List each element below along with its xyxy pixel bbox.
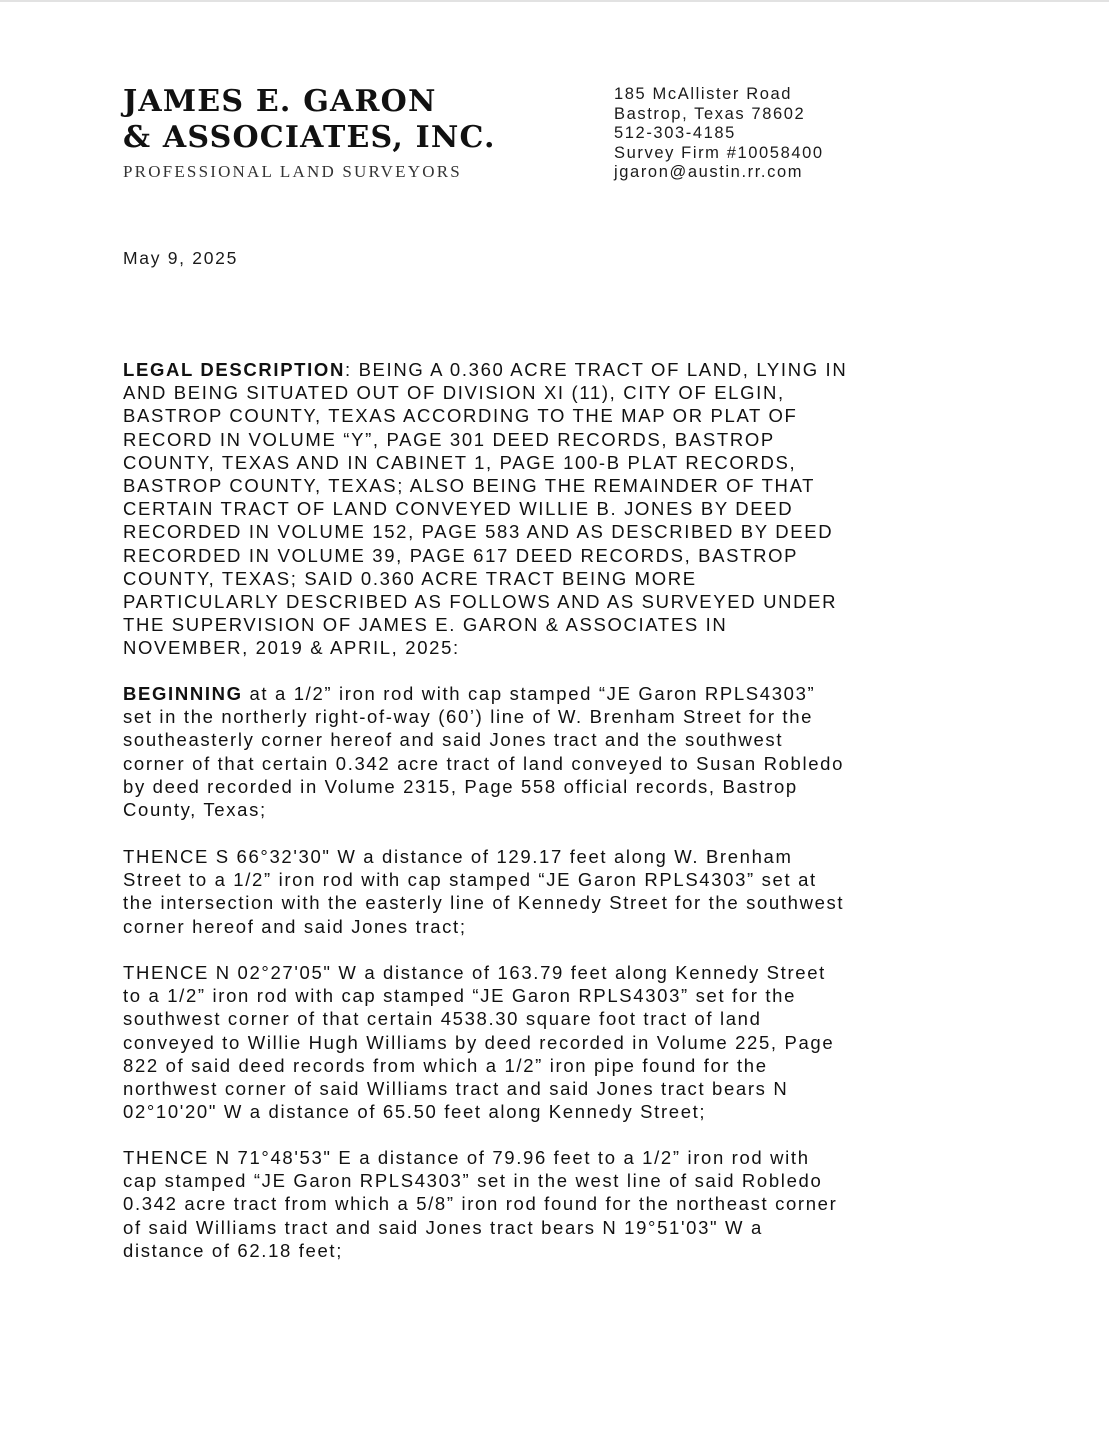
thence-call-2 [123, 961, 993, 1123]
paragraph-line: County, Texas; [123, 799, 267, 821]
paragraph-line: conveyed to Willie Hugh Williams by deed recorded in Volume 225, Page [123, 1031, 835, 1053]
paragraph-line: corner hereof and said Jones tract; [123, 915, 467, 937]
letterhead-logo [123, 84, 496, 182]
paragraph-line: THE SUPERVISION OF JAMES E. GARON & ASSOCIATES IN [123, 614, 728, 636]
paragraph-line: corner of that certain 0.342 acre tract of land conveyed to Susan Robledo [123, 752, 845, 774]
paragraph-line: COUNTY, TEXAS AND IN CABINET 1, PAGE 100-B PLAT RECORDS, [123, 451, 797, 473]
paragraph-line: the intersection with the easterly line of Kennedy Street for the southwest [123, 892, 845, 914]
paragraph-line: NOVEMBER, 2019 & APRIL, 2025: [123, 637, 460, 659]
legal-description-heading: LEGAL DESCRIPTION [123, 359, 345, 380]
beginning-heading: BEGINNING [123, 683, 243, 704]
street-address: 185 McAllister Road [614, 85, 793, 103]
thence-call-3 [123, 1146, 993, 1262]
paragraph-line: THENCE N 02°27'05" W a distance of 163.79 feet along Kennedy Street [123, 962, 826, 983]
paragraph-line [123, 358, 993, 381]
document-date: May 9, 2025 [123, 248, 239, 268]
paragraph-line: southeasterly corner hereof and said Jones tract and the southwest [123, 729, 784, 751]
paragraph-line: to a 1/2” iron rod with cap stamped “JE Garon RPLS4303” set for the [123, 985, 797, 1007]
paragraph-line [123, 682, 993, 705]
paragraph-line: RECORDED IN VOLUME 152, PAGE 583 AND AS DESCRIBED BY DEED [123, 521, 834, 543]
paragraph-line: 0.342 acre tract from which a 5/8” iron rod found for the northeast corner [123, 1193, 838, 1215]
paragraph-line: Street to a 1/2” iron rod with cap stamped “JE Garon RPLS4303” set at [123, 869, 817, 891]
paragraph-line: 02°10'20" W a distance of 65.50 feet along Kennedy Street; [123, 1101, 707, 1123]
paragraph-line: RECORD IN VOLUME “Y”, PAGE 301 DEED RECORDS, BASTROP [123, 428, 775, 450]
paragraph-line: set in the northerly right-of-way (60’) line of W. Brenham Street for the [123, 706, 814, 728]
paragraph-line: RECORDED IN VOLUME 39, PAGE 617 DEED RECORDS, BASTROP [123, 544, 799, 566]
paragraph-line: COUNTY, TEXAS; SAID 0.360 ACRE TRACT BEING MORE [123, 567, 697, 589]
city-state-zip: Bastrop, Texas 78602 [614, 104, 806, 123]
paragraph-line: of said Williams tract and said Jones tract bears N 19°51'03" W a [123, 1216, 763, 1238]
paragraph-line: northwest corner of said Williams tract and said Jones tract bears N [123, 1078, 789, 1100]
line-text: : BEING A 0.360 ACRE TRACT OF LAND, LYING IN [344, 359, 848, 380]
company-name-line-2: & ASSOCIATES, INC. [123, 120, 496, 155]
beginning-paragraph [123, 682, 993, 821]
paragraph-line: THENCE S 66°32'30" W a distance of 129.17 feet along W. Brenham [123, 846, 793, 867]
paragraph-line: 822 of said deed records from which a 1/2” iron pipe found for the [123, 1054, 768, 1076]
paragraph-line: AND BEING SITUATED OUT OF DIVISION XI (11), CITY OF ELGIN, [123, 382, 785, 404]
paragraph-line: PARTICULARLY DESCRIBED AS FOLLOWS AND AS SURVEYED UNDER [123, 591, 838, 613]
paragraph-line: by deed recorded in Volume 2315, Page 558 official records, Bastrop [123, 775, 798, 797]
line-text: at a 1/2” iron rod with cap stamped “JE Garon RPLS4303” [242, 683, 816, 704]
company-name-line-1: JAMES E. GARON [123, 84, 437, 119]
contact-block [614, 85, 824, 183]
email-address: jgaron@austin.rr.com [614, 163, 804, 181]
paragraph-line: southwest corner of that certain 4538.30 square foot tract of land [123, 1008, 762, 1030]
survey-firm-number: Survey Firm #10058400 [614, 143, 824, 162]
company-tagline: PROFESSIONAL LAND SURVEYORS [123, 162, 462, 181]
paragraph-line: THENCE N 71°48'53" E a distance of 79.96 feet to a 1/2” iron rod with [123, 1147, 810, 1168]
paragraph-line: BASTROP COUNTY, TEXAS; ALSO BEING THE REMAINDER OF THAT [123, 475, 816, 497]
paragraph-line: BASTROP COUNTY, TEXAS ACCORDING TO THE MAP OR PLAT OF [123, 405, 798, 427]
phone-number: 512-303-4185 [614, 124, 736, 142]
paragraph-line: distance of 62.18 feet; [123, 1239, 343, 1261]
legal-description-paragraph [123, 358, 993, 660]
thence-call-1 [123, 845, 993, 938]
paragraph-line: CERTAIN TRACT OF LAND CONVEYED WILLIE B. JONES BY DEED [123, 498, 794, 520]
paragraph-line: cap stamped “JE Garon RPLS4303” set in the west line of said Robledo [123, 1170, 823, 1192]
